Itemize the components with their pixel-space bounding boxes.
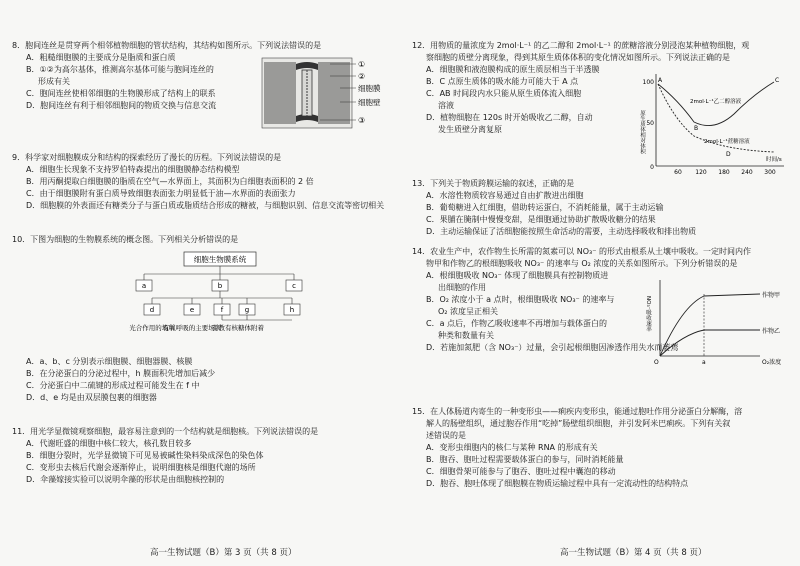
- q12-xtick-60: 60: [674, 169, 682, 176]
- question-8-option-b-cont: 形成有关: [38, 77, 70, 86]
- q12-ytick-0: 0: [650, 164, 654, 171]
- question-15-option-b: B．胞吞、胞吐过程需要载体蛋白的参与，同时消耗能量: [426, 455, 624, 464]
- membrane-system-concept-map: [122, 250, 312, 348]
- question-9-option-a: A．细胞生长现象不支持罗伯特森提出的细胞膜静态结构模型: [26, 165, 240, 174]
- question-8-option-a: A．粗糙细胞膜的主要成分是脂质和蛋白质: [26, 53, 176, 62]
- question-8-option-d: D．胞间连丝有利于相邻细胞间的物质交换与信息交流: [26, 101, 217, 110]
- question-15-stem-line-2: 解人的肠壁组织，通过胞吞作用“吃掉”肠壁组织细胞，并引发阿米巴痢疾。下列有关叙: [426, 419, 731, 428]
- question-14-option-a-cont: 出细胞的作用: [438, 283, 486, 292]
- label-1: ①: [358, 60, 366, 69]
- question-13-option-c: C．果脯在腌制中慢慢变甜，是细胞通过协助扩散吸收糖分的结果: [426, 215, 656, 224]
- cell-wall-right: [318, 62, 350, 124]
- caption-e: 有氧呼吸的主要场所: [162, 324, 222, 332]
- question-11-stem: 11．用光学显微镜观察细胞，最容易注意到的一个结构就是细胞核。下列说法错误的是: [12, 427, 319, 436]
- question-10-option-c: C．分泌蛋白中二硫键的形成过程可能发生在 f 中: [26, 381, 200, 390]
- exam-page-4: [412, 40, 790, 536]
- question-14-stem-line-2: 物甲和作物乙的根细胞吸收 NO₃⁻ 的速率与 O₂ 浓度的关系如图所示。下列分析错误的是: [426, 259, 738, 268]
- node-a: a: [141, 282, 147, 290]
- q12-ytick-100: 100: [642, 79, 654, 86]
- question-14-option-b: B．O₂ 浓度小于 a 点时，根细胞吸收 NO₃⁻ 的速率与: [426, 295, 615, 304]
- label-cell-membrane: 细胞膜: [358, 84, 381, 93]
- question-12-stem-line-1: 12．用物质的量浓度为 2mol·L⁻¹ 的乙二醇和 2mol·L⁻¹ 的蔗糖溶液分别浸泡某种植物细胞，观: [412, 41, 750, 50]
- question-14-stem-line-1: 14．农业生产中，农作物生长所需的氮素可以 NO₃⁻ 的形式由根系从土壤中吸收。一定时间内作: [412, 247, 751, 256]
- node-b: b: [217, 282, 223, 290]
- question-12-option-b: B．C 点原生质体的吸水能力可能大于 A 点: [426, 77, 579, 86]
- plasmodesmata-diagram: [260, 54, 390, 134]
- question-13-option-a: A．水溶性物质较容易通过自由扩散进出细胞: [426, 191, 584, 200]
- cell-wall-left: [264, 62, 296, 124]
- footer-page-3: 高一生物试题（B）第 3 页（共 8 页）: [150, 548, 297, 559]
- node-g: g: [244, 306, 250, 314]
- q14-series-crop-a: [660, 294, 760, 356]
- q12-point-a: A: [658, 77, 663, 84]
- question-10-options: [12, 356, 392, 404]
- label-2: ②: [358, 72, 366, 81]
- question-10: [12, 234, 392, 246]
- question-13-option-d: D．主动运输保证了活细胞能按照生命活动的需要，主动选择吸收和排出物质: [426, 227, 697, 236]
- question-11-option-d: D．伞藻嫁接实验可以说明伞藻的形状是由细胞核控制的: [26, 475, 225, 484]
- q14-legend-crop-a: 作物甲: [762, 292, 781, 299]
- question-14-option-c: C．a 点后，作物乙吸收速率不再增加与载体蛋白的: [426, 319, 608, 328]
- q12-xtick-120: 120: [695, 169, 707, 176]
- question-9: [12, 152, 392, 212]
- question-15-option-a: A．变形虫细胞内的核仁与某种 RNA 的形成有关: [426, 443, 598, 452]
- question-12-stem-line-2: 察细胞的质壁分离现象，得到其原生质体体积的变化情况如图所示。下列说法正确的是: [426, 53, 730, 62]
- caption-f: 有教有核糖体附着: [212, 324, 264, 332]
- question-11-option-b: B．细胞分裂时，光学显微镜下可见易被碱性染料染成深色的染色体: [26, 451, 264, 460]
- q14-origin: O: [654, 359, 659, 366]
- q12-chart-svg: [634, 70, 790, 180]
- question-15-stem-line-1: 15．在人体肠道内寄生的一种变形虫——痢疾内变形虫，能通过胞吐作用分泌蛋白分解酶，溶: [412, 407, 743, 416]
- question-15: [412, 406, 790, 490]
- q12-point-d: D: [726, 151, 731, 158]
- question-11-option-c: C．变形虫去核后代谢会逐渐停止，说明细胞核是细胞代谢的场所: [26, 463, 256, 472]
- question-14-option-a: A．根细胞吸收 NO₃⁻ 体现了细胞膜具有控制物质进: [426, 271, 609, 280]
- node-e: e: [189, 306, 195, 314]
- question-12-option-d-cont: 发生质壁分离复原: [438, 125, 502, 134]
- question-10-stem: 10．下图为细胞的生物膜系统的概念图。下列相关分析错误的是: [12, 235, 239, 244]
- question-13-stem: 13．下列关于物质跨膜运输的叙述，正确的是: [412, 179, 575, 188]
- question-9-option-d: D．细胞膜的外表面还有糖类分子与蛋白质或脂质结合形成的糖被，与细胞识别、信息交流等密切相关: [26, 201, 385, 210]
- q12-xlabel: 时间/s: [766, 157, 782, 163]
- question-10-option-d: D．d、e 均是由双层膜包裹的细胞器: [26, 393, 157, 402]
- question-14-option-b-cont: O₂ 浓度呈正相关: [438, 307, 499, 316]
- exam-page-3: [12, 40, 392, 536]
- question-12-option-d: D．植物细胞在 120s 时开始吸收乙二醇，自动: [426, 113, 593, 122]
- q12-ytick-50: 50: [646, 120, 654, 127]
- question-13: [412, 178, 790, 238]
- question-9-option-c: C．由于细胞膜附有蛋白质导致细胞表面张力明显低于油—水界面的表面张力: [26, 189, 296, 198]
- question-8-stem: 8．胞间连丝是贯穿两个相邻植物细胞的管状结构，其结构如图所示。下列说法错误的是: [12, 41, 322, 50]
- q12-point-b: B: [694, 125, 699, 132]
- q14-legend-crop-b: 作物乙: [762, 328, 781, 335]
- node-c: c: [292, 282, 296, 290]
- question-10-option-a: A．a、b、c 分别表示细胞膜、细胞器膜、核膜: [26, 357, 193, 366]
- node-h: h: [289, 306, 295, 314]
- q12-legend-ethylene-glycol: 2mol·L⁻¹乙二醇溶液: [690, 99, 742, 105]
- node-f: f: [220, 306, 224, 314]
- q14-uptake-chart: [642, 276, 790, 368]
- question-14-option-d: D．若施加氮肥（含 NO₃⁻）过量，会引起根细胞因渗透作用失水而萎蔫: [426, 343, 679, 352]
- question-10-option-b: B．在分泌蛋白的分泌过程中，h 膜面积先增加后减少: [26, 369, 216, 378]
- q14-ylabel: NO₃⁻吸收速率: [645, 296, 651, 332]
- question-8-option-b: B．①②为高尔基体，推测高尔基体可能与胞间连丝的: [26, 65, 214, 74]
- question-13-option-b: B．葡萄糖进入红细胞，借助转运蛋白，不消耗能量，属于主动运输: [426, 203, 664, 212]
- question-15-option-d: D．胞吞、胞吐体现了细胞膜在物质运输过程中具有一定流动性的结构特点: [426, 479, 689, 488]
- q12-xtick-300: 300: [764, 169, 776, 176]
- footer-page-4: 高一生物试题（B）第 4 页（共 8 页）: [560, 548, 707, 559]
- q12-xtick-180: 180: [718, 169, 730, 176]
- question-15-option-c: C．细胞骨架可能参与了胞吞、胞吐过程中囊泡的移动: [426, 467, 616, 476]
- plasmodesmata-figure: [260, 54, 390, 134]
- label-cell-wall: 细胞壁: [358, 98, 381, 107]
- q14-series-crop-b: [660, 330, 760, 356]
- q12-ylabel: 原生质体相对体积: [639, 110, 645, 154]
- concept-map-diagram: [122, 250, 312, 348]
- q12-volume-chart: [634, 70, 790, 180]
- label-3: ③: [358, 116, 366, 125]
- question-8-option-c: C．胞间连丝使相邻细胞的生物膜形成了结构上的联系: [26, 89, 216, 98]
- caption-d: 光合作用的场所: [129, 324, 175, 332]
- question-12-option-c: C．AB 时间段内水只能从原生质体流入细胞: [426, 89, 582, 98]
- question-9-option-b: B．用丙酮提取白细胞膜的脂质在空气—水界面上，其面积为白细胞表面积的 2 倍: [26, 177, 314, 186]
- concept-root: 细胞生物膜系统: [193, 255, 247, 264]
- q12-point-c: C: [775, 77, 780, 84]
- q14-xlabel: O₂浓度: [762, 359, 782, 366]
- q12-legend-sucrose: 2mol·L⁻¹蔗糖溶液: [704, 139, 750, 145]
- q12-xtick-240: 240: [741, 169, 753, 176]
- question-15-stem-line-3: 述错误的是: [426, 431, 466, 440]
- question-14-option-c-cont: 种类和数量有关: [438, 331, 494, 340]
- question-12-option-a: A．细胞膜和液泡膜构成的原生质层相当于半透膜: [426, 65, 600, 74]
- question-11-option-a: A．代谢旺盛的细胞中核仁较大，核孔数目较多: [26, 439, 192, 448]
- q14-chart-svg: [642, 276, 790, 368]
- question-9-stem: 9．科学家对细胞膜成分和结构的探索经历了漫长的历程。下列说法错误的是: [12, 153, 282, 162]
- node-d: d: [149, 306, 155, 314]
- question-12-option-c-cont: 溶液: [438, 101, 454, 110]
- question-11: [12, 426, 392, 486]
- q14-a-label: a: [702, 359, 706, 366]
